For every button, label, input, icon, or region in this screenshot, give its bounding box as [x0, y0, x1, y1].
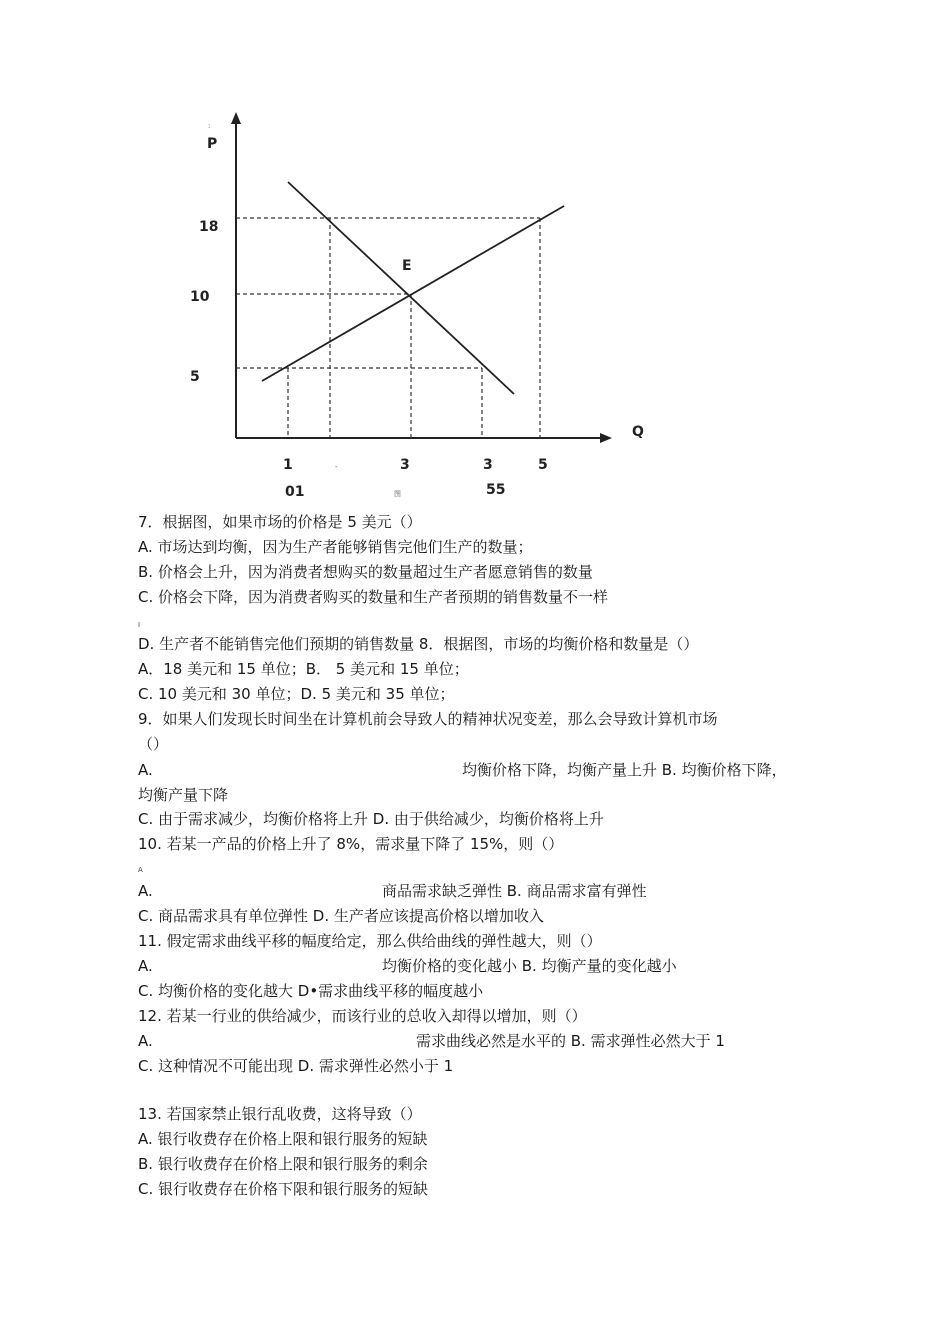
x-tick-3b: 3 [483, 457, 493, 473]
x-axis-arrow [600, 433, 612, 443]
demand-curve [288, 182, 514, 394]
figure-caption: 图 [394, 490, 401, 498]
q11-stem: 11. 假定需求曲线平移的幅度给定，那么供给曲线的弹性越大，则（） [138, 932, 602, 950]
q11-options-ab: 均衡价格的变化越小 B. 均衡产量的变化越小 [382, 957, 677, 975]
q7-option-c: C. 价格会下降，因为消费者购买的数量和生产者预期的销售数量不一样 [138, 588, 609, 606]
q9-options-ab: 均衡价格下降，均衡产量上升 B. 均衡价格下降， [462, 761, 787, 779]
x-tick-dash: - [335, 463, 338, 471]
supply-demand-figure [180, 100, 660, 510]
q13-option-c: C. 银行收费存在价格下限和银行服务的短缺 [138, 1180, 429, 1198]
q12-options-cd: C. 这种情况不可能出现 D. 需求弹性必然小于 1 [138, 1057, 454, 1075]
corner-mark: : [208, 122, 211, 130]
q13-stem: 13. 若国家禁止银行乱收费，这将导致（） [138, 1105, 422, 1123]
q12-stem: 12. 若某一行业的供给减少，而该行业的总收入却得以增加，则（） [138, 1007, 587, 1025]
y-tick-18: 18 [199, 219, 219, 235]
q7-option-b: B. 价格会上升，因为消费者想购买的数量超过生产者愿意销售的数量 [138, 563, 593, 581]
q9-option-a-marker: A. [138, 761, 153, 779]
reference-lines [236, 218, 540, 438]
stray-mark-a: A [138, 866, 143, 874]
q10-stem: 10. 若某一产品的价格上升了 8%，需求量下降了 15%，则（） [138, 835, 564, 853]
q11-options-cd: C. 均衡价格的变化越大 D•需求曲线平移的幅度越小 [138, 982, 484, 1000]
q8-options-cd: C. 10 美元和 30 单位；D. 5 美元和 35 单位； [138, 685, 455, 703]
q13-option-a: A. 银行收费存在价格上限和银行服务的短缺 [138, 1130, 428, 1148]
supply-demand-chart [180, 100, 660, 510]
q10-options-ab: 商品需求缺乏弹性 B. 商品需求富有弹性 [382, 882, 647, 900]
axis-label-q: Q [632, 424, 644, 440]
q9-options-cd: C. 由于需求减少，均衡价格将上升 D. 由于供给减少，均衡价格将上升 [138, 810, 604, 828]
q9-stem: 9．如果人们发现长时间坐在计算机前会导致人的精神状况变差，那么会导致计算机市场 [138, 710, 718, 728]
equilibrium-label: E [402, 258, 412, 274]
stray-mark-i: I [138, 621, 141, 629]
q7-option-d-q8-stem: D. 生产者不能销售完他们预期的销售数量 8．根据图，市场的均衡价格和数量是（） [138, 635, 699, 653]
x-tick-01: 01 [285, 484, 305, 500]
q7-option-a: A. 市场达到均衡，因为生产者能够销售完他们生产的数量； [138, 538, 533, 556]
q12-option-a-marker: A. [138, 1032, 153, 1050]
q8-options-ab: A．18 美元和 15 单位；B． 5 美元和 15 单位； [138, 660, 469, 678]
x-tick-55: 55 [486, 482, 506, 498]
q11-option-a-marker: A. [138, 957, 153, 975]
y-axis-arrow [231, 112, 241, 124]
x-tick-5: 5 [538, 457, 548, 473]
x-tick-1: 1 [283, 457, 293, 473]
q10-option-a-marker: A. [138, 882, 153, 900]
axis-label-p: P [207, 136, 218, 152]
y-tick-10: 10 [190, 289, 210, 305]
q9-options-ab-cont: 均衡产量下降 [138, 786, 229, 804]
x-tick-3a: 3 [400, 457, 410, 473]
q12-options-ab: 需求曲线必然是水平的 B. 需求弹性必然大于 1 [416, 1032, 725, 1050]
y-tick-5: 5 [190, 369, 200, 385]
q13-option-b: B. 银行收费存在价格上限和银行服务的剩余 [138, 1155, 428, 1173]
q7-stem: 7．根据图，如果市场的价格是 5 美元（） [138, 513, 422, 531]
q10-options-cd: C. 商品需求具有单位弹性 D. 生产者应该提高价格以增加收入 [138, 907, 544, 925]
q9-paren: （） [138, 735, 169, 753]
